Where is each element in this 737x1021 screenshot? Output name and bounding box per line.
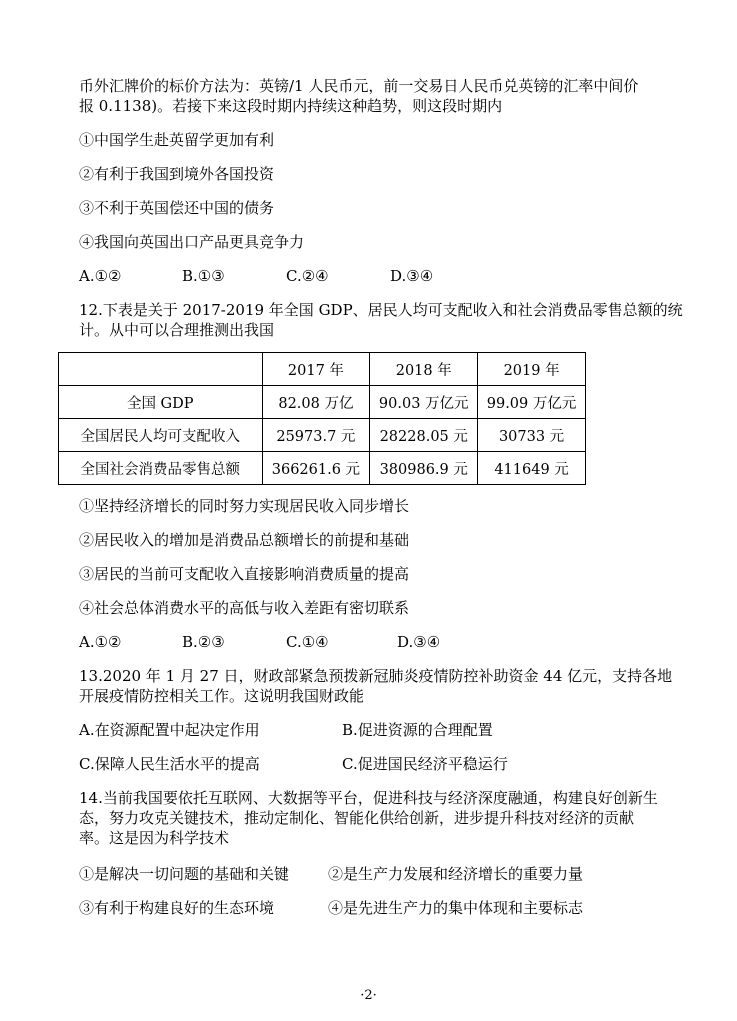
q12-item-1: ①坚持经济增长的同时努力实现居民收入同步增长 xyxy=(79,497,410,515)
q13-line-2: 开展疫情防控相关工作。这说明我国财政能 xyxy=(79,687,365,705)
intro-item-1: ①中国学生赴英留学更加有利 xyxy=(79,131,275,149)
table-header-cell: 2018 年 xyxy=(370,353,478,386)
q12-choice-a: A.①② xyxy=(79,633,122,651)
q12-choice-c: C.①④ xyxy=(286,633,329,651)
q12-item-2: ②居民收入的增加是消费品总额增长的前提和基础 xyxy=(79,531,410,549)
table-cell: 366261.6 元 xyxy=(262,452,370,485)
q14-item-4: ④是先进生产力的集中体现和主要标志 xyxy=(328,899,584,917)
q12-line-2: 计。从中可以合理推测出我国 xyxy=(79,321,275,339)
table-header-cell: 2017 年 xyxy=(262,353,370,386)
table-cell: 25973.7 元 xyxy=(262,419,370,452)
q13-choice-b: B.促进资源的合理配置 xyxy=(342,721,493,739)
q12-item-4: ④社会总体消费水平的高低与收入差距有密切联系 xyxy=(79,599,410,617)
table-row xyxy=(59,452,586,485)
intro-item-4: ④我国向英国出口产品更具竞争力 xyxy=(79,233,305,251)
q12-choice-d: D.③④ xyxy=(397,633,441,651)
table-cell: 全国社会消费品零售总额 xyxy=(59,452,263,485)
intro-item-3: ③不利于英国偿还中国的债务 xyxy=(79,199,275,217)
intro-line-1: 币外汇牌价的标价方法为：英镑/1 人民币元，前一交易日人民币兑英镑的汇率中间价 xyxy=(79,77,639,95)
table-header-cell xyxy=(59,353,263,386)
statistics-table xyxy=(58,352,586,485)
table-cell: 全国 GDP xyxy=(59,386,263,419)
q13-line-1: 13.2020 年 1 月 27 日，财政部紧急预拨新冠肺炎疫情防控补助资金 44 亿元，支持各地 xyxy=(79,667,673,685)
table-cell: 全国居民人均可支配收入 xyxy=(59,419,263,452)
table-header-row xyxy=(59,353,586,386)
table-cell: 90.03 万亿元 xyxy=(370,386,478,419)
q12-choice-b: B.②③ xyxy=(182,633,225,651)
table-cell: 99.09 万亿元 xyxy=(478,386,586,419)
q13-choice-c: C.保障人民生活水平的提高 xyxy=(79,755,260,773)
q13-choice-d: C.促进国民经济平稳运行 xyxy=(342,755,508,773)
q14-line-3: 率。这是因为科学技术 xyxy=(79,829,230,847)
table-cell: 28228.05 元 xyxy=(370,419,478,452)
q12-line-1: 12.下表是关于 2017-2019 年全国 GDP、居民人均可支配收入和社会消费品零售总额的统 xyxy=(79,301,683,319)
table-cell: 30733 元 xyxy=(478,419,586,452)
q13-choice-a: A.在资源配置中起决定作用 xyxy=(79,721,260,739)
table-row xyxy=(59,386,586,419)
intro-item-2: ②有利于我国到境外各国投资 xyxy=(79,165,275,183)
table-cell: 411649 元 xyxy=(478,452,586,485)
intro-choice-b: B.①③ xyxy=(182,267,225,285)
table-row xyxy=(59,419,586,452)
q14-item-3: ③有利于构建良好的生态环境 xyxy=(79,899,275,917)
q14-item-2: ②是生产力发展和经济增长的重要力量 xyxy=(328,865,584,883)
q12-item-3: ③居民的当前可支配收入直接影响消费质量的提高 xyxy=(79,565,410,583)
q14-line-1: 14.当前我国要依托互联网、大数据等平台，促进科技与经济深度融通，构建良好创新生 xyxy=(79,789,658,807)
table-header-cell: 2019 年 xyxy=(478,353,586,386)
q14-line-2: 态，努力攻克关键技术，推动定制化、智能化供给创新，进步提升科技对经济的贡献 xyxy=(79,809,635,827)
q14-item-1: ①是解决一切问题的基础和关键 xyxy=(79,865,290,883)
intro-line-2: 报 0.1138)。若接下来这段时期内持续这种趋势，则这段时期内 xyxy=(79,97,503,115)
intro-choice-a: A.①② xyxy=(79,267,122,285)
intro-choice-d: D.③④ xyxy=(390,267,434,285)
intro-choice-c: C.②④ xyxy=(286,267,329,285)
page-number: ·2· xyxy=(360,988,377,1003)
table-cell: 82.08 万亿 xyxy=(262,386,370,419)
table-cell: 380986.9 元 xyxy=(370,452,478,485)
